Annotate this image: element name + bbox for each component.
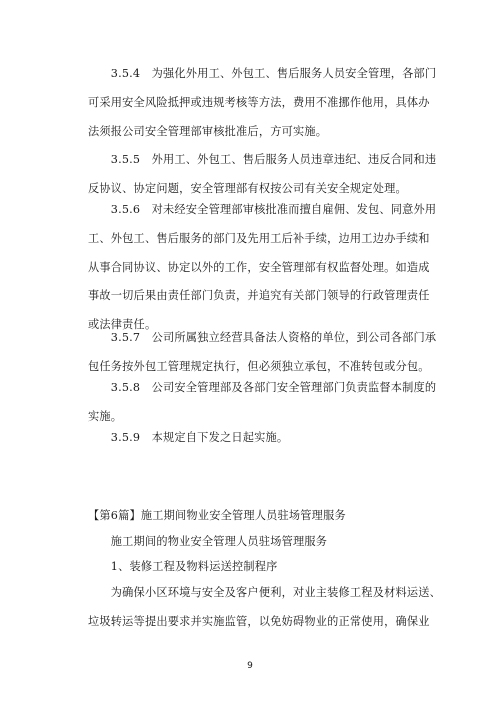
text-line: 为确保小区环境与安全及客户便利，对业主装修工程及材料运送、 [88, 586, 442, 599]
paragraph-3-5-7 [88, 324, 437, 382]
text-line: 垃圾转运等提出要求并实施监管，以免妨碍物业的正常使用，确保业 [88, 614, 430, 628]
text-line: 3.5.4 为强化外用工、外包工、售后服务人员安全管理，各部门 [88, 67, 437, 80]
paragraph-3-5-8 [88, 374, 437, 432]
text-line: 反协议、协定问题，安全管理部有权按公司有关安全规定处理。 [88, 181, 407, 195]
text-line: 事故一切后果由责任部门负责，并追究有关部门领导的行政管理责任 [88, 289, 430, 303]
text-line: 【第6篇】施工期间物业安全管理人员驻场管理服务 [88, 509, 346, 522]
body-paragraph [88, 579, 442, 637]
paragraph-3-5-4 [88, 60, 437, 146]
text-line: 3.5.7 公司所属独立经营具备法人资格的单位，到公司各部门承 [88, 331, 437, 344]
text-line: 实施。 [88, 409, 123, 423]
text-line: 3.5.9 本规定自下发之日起实施。 [88, 431, 289, 444]
text-line: 从事合同协议、协定以外的工作，安全管理部有权监督处理。如造成 [88, 260, 430, 274]
text-line: 包任务按外包工管理规定执行，但必须独立承包，不准转包或分包。 [88, 359, 430, 373]
text-line: 1、装修工程及物料运送控制程序 [88, 560, 278, 573]
paragraph-3-5-9 [88, 424, 428, 453]
text-line: 法须报公司安全管理部审核批准后，方可实施。 [88, 124, 328, 138]
paragraph-3-5-5 [88, 146, 437, 204]
text-line: 或法律责任。 [88, 318, 157, 332]
item-heading [88, 553, 428, 582]
text-line: 3.5.5 外用工、外包工、售后服务人员违章违纪、违反合同和违 [88, 153, 437, 166]
text-line: 施工期间的物业安全管理人员驻场管理服务 [88, 535, 328, 548]
text-line: 工、外包工、售后服务的部门及先用工后补手续，边用工边办手续和 [88, 231, 430, 245]
text-line: 3.5.8 公司安全管理部及各部门安全管理部门负责监督本制度的 [88, 381, 437, 394]
paragraph-3-5-6 [88, 196, 437, 340]
text-line: 可采用安全风险抵押或违规考核等方法，费用不准挪作他用，具体办 [88, 95, 430, 109]
section-heading [88, 502, 428, 531]
text-line: 3.5.6 对未经安全管理部审核批准而擅自雇佣、发包、同意外用 [88, 203, 437, 216]
page-number: 9 [247, 661, 253, 671]
